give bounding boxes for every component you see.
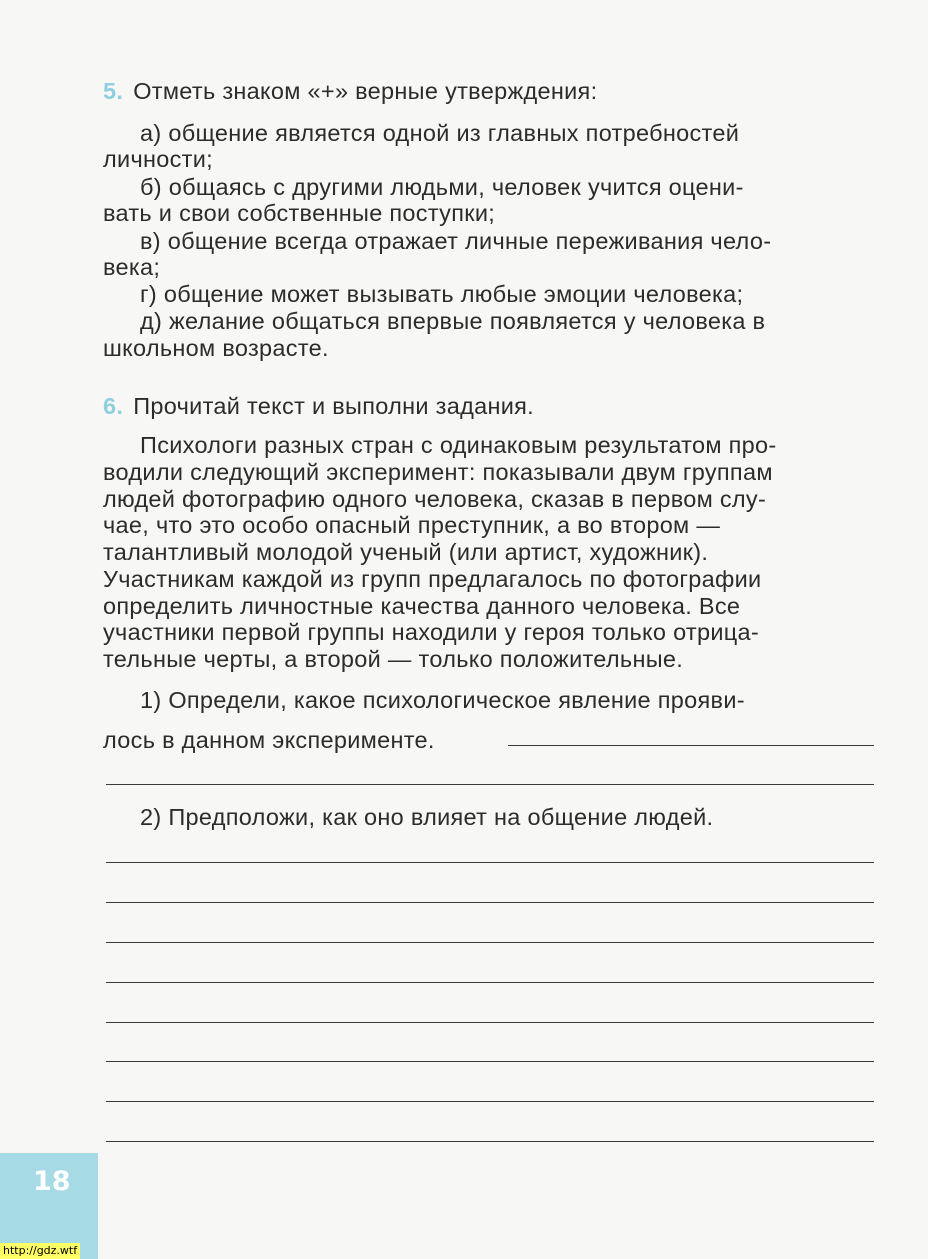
- task5-item-b: б) общаясь с другими людьми, человек учится оцени-: [140, 174, 744, 200]
- page-number: 18: [33, 1166, 71, 1197]
- task5-number: 5.: [103, 78, 124, 104]
- task5-item-d: г) общение может вызывать любые эмоции человека;: [140, 281, 744, 307]
- task6-question1: 1) Определи, какое психологическое явление прояви-: [140, 687, 745, 713]
- task5-item-b-cont: вать и свои собственные поступки;: [103, 200, 496, 226]
- task6-text-line: тельные черты, а второй — только положительные.: [103, 646, 684, 672]
- task5-item-text: а) общение является одной из главных потребностей: [140, 120, 740, 146]
- task5-item-a-cont: личности;: [103, 146, 213, 172]
- answer-line-5[interactable]: [106, 942, 874, 943]
- task6-question1-cont: лось в данном эксперименте.: [103, 727, 435, 753]
- task5-item-c-cont: века;: [103, 254, 161, 280]
- task6-text-line: Участникам каждой из групп предлагалось по фотографии: [103, 566, 762, 592]
- answer-line-9[interactable]: [106, 1101, 874, 1102]
- task6-text-line: определить личностные качества данного человека. Все: [103, 593, 741, 619]
- watermark-link[interactable]: http://gdz.wtf: [0, 1243, 80, 1259]
- task6-heading: [103, 393, 875, 420]
- task6-text-line: водили следующий эксперимент: показывали двум группам: [103, 459, 773, 485]
- answer-line-2[interactable]: [106, 784, 874, 785]
- task6-question2: 2) Предположи, как оно влияет на общение людей.: [140, 804, 714, 830]
- answer-line-7[interactable]: [106, 1022, 874, 1023]
- answer-line-8[interactable]: [106, 1061, 874, 1062]
- task5-item-c: в) общение всегда отражает личные переживания чело-: [140, 228, 772, 254]
- task5-heading: [103, 78, 875, 105]
- task6-number: 6.: [103, 393, 124, 419]
- task5-item-e: д) желание общаться впервые появляется у человека в: [140, 308, 766, 334]
- answer-line-10[interactable]: [106, 1141, 874, 1142]
- task5-item-a: [140, 120, 875, 147]
- task5-item-e-cont: школьном возрасте.: [103, 335, 329, 361]
- task6-title: Прочитай текст и выполни задания.: [133, 393, 535, 419]
- task5-title: Отметь знаком «+» верные утверждения:: [133, 78, 598, 104]
- answer-line-1[interactable]: [508, 745, 874, 746]
- task6-text-line: чае, что это особо опасный преступник, а во втором —: [103, 512, 721, 538]
- answer-line-4[interactable]: [106, 902, 874, 903]
- answer-line-3[interactable]: [106, 862, 874, 863]
- answer-line-6[interactable]: [106, 982, 874, 983]
- task6-text-line: талантливый молодой ученый (или артист, художник).: [103, 539, 709, 565]
- task6-text-line: людей фотографию одного человека, сказав в первом слу-: [103, 486, 767, 512]
- task6-text-line: участники первой группы находили у героя только отрица-: [103, 619, 760, 645]
- task6-text-line: Психологи разных стран с одинаковым результатом про-: [140, 432, 777, 458]
